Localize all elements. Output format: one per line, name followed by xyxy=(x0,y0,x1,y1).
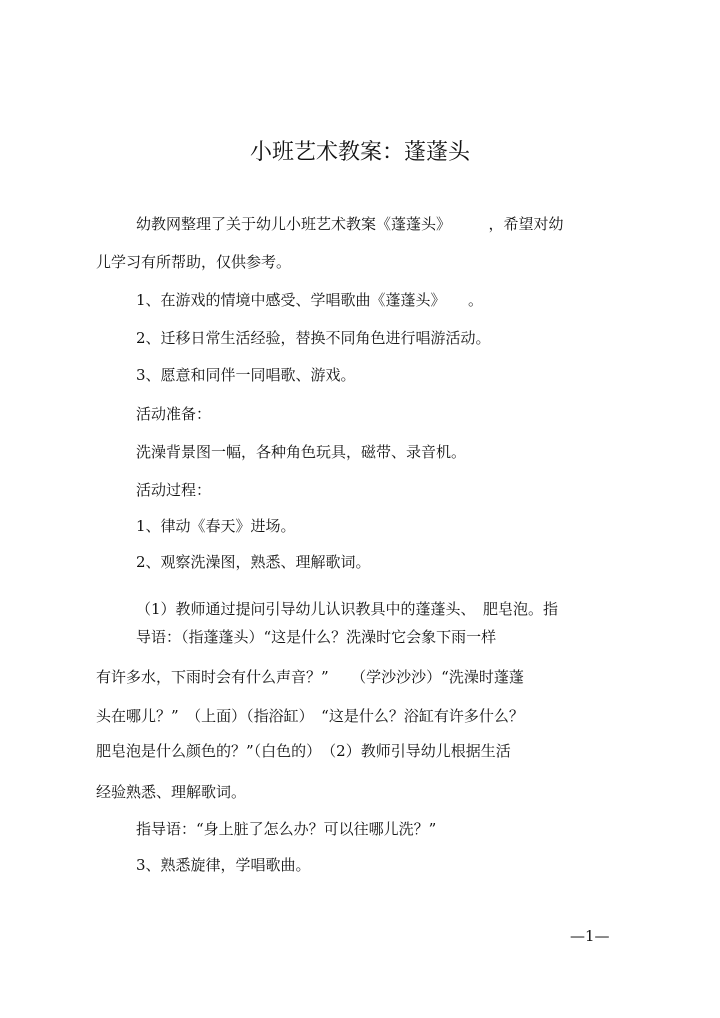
paragraph-line: 导语：（指蓬蓬头）“这是什么？洗澡时它会象下雨一样 xyxy=(136,628,497,646)
objective-line: 1、在游戏的情境中感受、学唱歌曲《蓬蓬头》 。 xyxy=(136,291,484,309)
section-heading: 活动过程： xyxy=(136,481,212,499)
page-number: —1— xyxy=(570,927,610,945)
paragraph-line: 头在哪儿？” （上面）（指浴缸） “这是什么？浴缸有许多什么？ xyxy=(96,707,524,725)
paragraph-line: 肥皂泡是什么颜色的？”（白色的） （2）教师引导幼儿根据生活 xyxy=(96,742,511,760)
paragraph-line: 有许多水，下雨时会有什么声音？” （学沙沙沙）“洗澡时蓬蓬 xyxy=(96,668,524,686)
step-line: 2、观察洗澡图，熟悉、理解歌词。 xyxy=(136,553,371,571)
objective-line: 3、愿意和同伴一同唱歌、游戏。 xyxy=(136,366,356,384)
objective-line: 2、迁移日常生活经验，替换不同角色进行唱游活动。 xyxy=(136,329,491,347)
step-line: 1、律动《春天》进场。 xyxy=(136,517,296,535)
document-title: 小班艺术教案：蓬蓬头 xyxy=(249,140,470,165)
paragraph-line: （1）教师通过提问引导幼儿认识教具中的蓬蓬头、 肥皂泡。指 xyxy=(136,600,559,618)
paragraph-line: 指导语：“身上脏了怎么办？可以往哪儿洗？” xyxy=(136,820,437,838)
paragraph-line: 洗澡背景图一幅，各种角色玩具，磁带、录音机。 xyxy=(136,443,467,461)
section-heading: 活动准备： xyxy=(136,405,212,423)
paragraph-line: 幼教网整理了关于幼儿小班艺术教案《蓬蓬头》 ，希望对幼 xyxy=(136,215,564,233)
step-line: 3、熟悉旋律，学唱歌曲。 xyxy=(136,856,311,874)
paragraph-line: 儿学习有所帮助，仅供参考。 xyxy=(96,253,292,271)
paragraph-line: 经验熟悉、理解歌词。 xyxy=(96,783,247,801)
